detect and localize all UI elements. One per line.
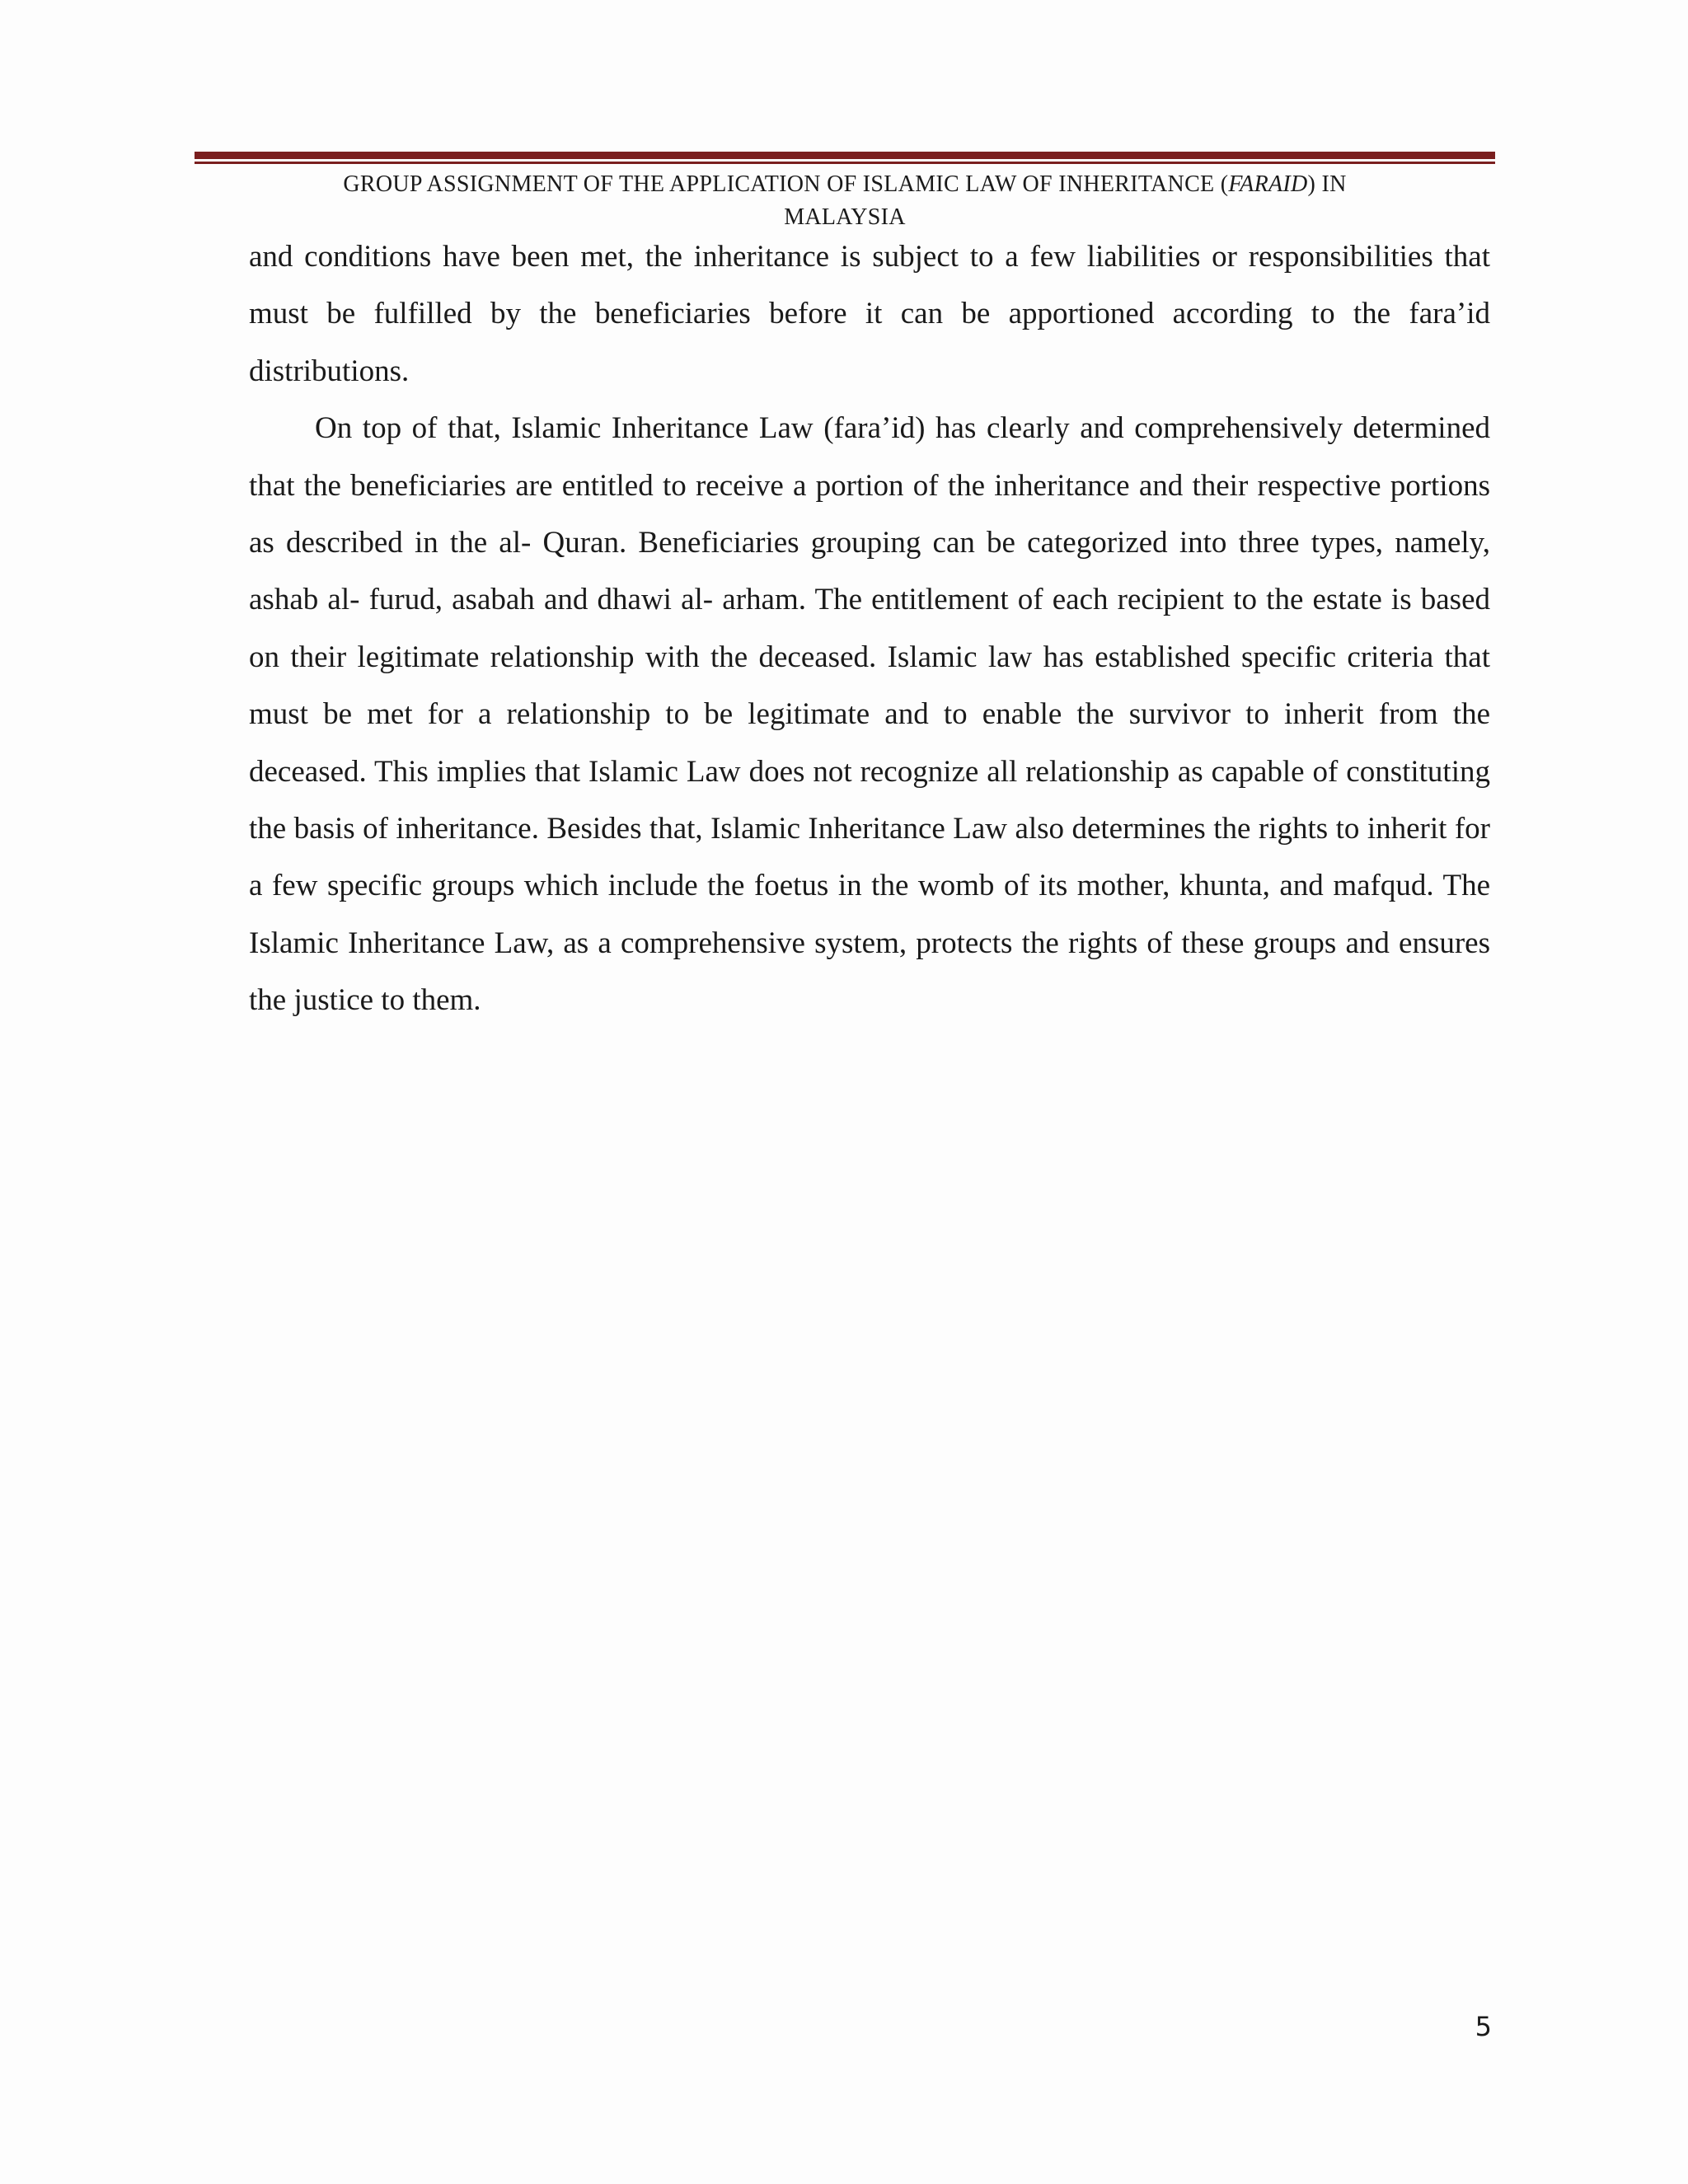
header-title-part1: GROUP ASSIGNMENT OF THE APPLICATION OF ISLAMIC LAW OF INHERITANCE ( [343, 171, 1229, 197]
header-title-line2: MALAYSIA [784, 204, 906, 230]
header-title-part2: ) IN [1307, 171, 1347, 197]
header-title-italic: FARAID [1228, 171, 1308, 197]
paragraph-1: and conditions have been met, the inheritance is subject to a few liabilities or responsibilities that must be fulfilled by the beneficiaries before it can be apportioned according to the fara’id distributions. [249, 240, 1490, 388]
header-rule-thin [195, 162, 1495, 164]
body-text [249, 228, 1490, 1029]
header-rule [195, 152, 1495, 164]
paragraph-2: On top of that, Islamic Inheritance Law (fara’id) has clearly and comprehensively determined that the beneficiaries are entitled to receive a portion of the inheritance and their respective portions as described in the al- Quran. Beneficiaries grouping can be categorized into three types, namely, ashab al- furud, asabah and dhawi al- arham. The entitlement of each recipient to the estate is based on their legitimate relationship with the deceased. Islamic law has established specific criteria that must be met for a relationship to be legitimate and to enable the survivor to inherit from the deceased. This implies that Islamic Law does not recognize all relationship as capable of constituting the basis of inheritance. Besides that, Islamic Inheritance Law also determines the rights to inherit for a few specific groups which include the foetus in the womb of its mother, khunta, and mafqud. The Islamic Inheritance Law, as a comprehensive system, protects the rights of these groups and ensures the justice to them. [249, 411, 1490, 1018]
running-header-line1 [195, 168, 1495, 201]
running-header [195, 168, 1495, 234]
page-number: 5 [1475, 2011, 1492, 2042]
header-rule-thick [195, 152, 1495, 159]
